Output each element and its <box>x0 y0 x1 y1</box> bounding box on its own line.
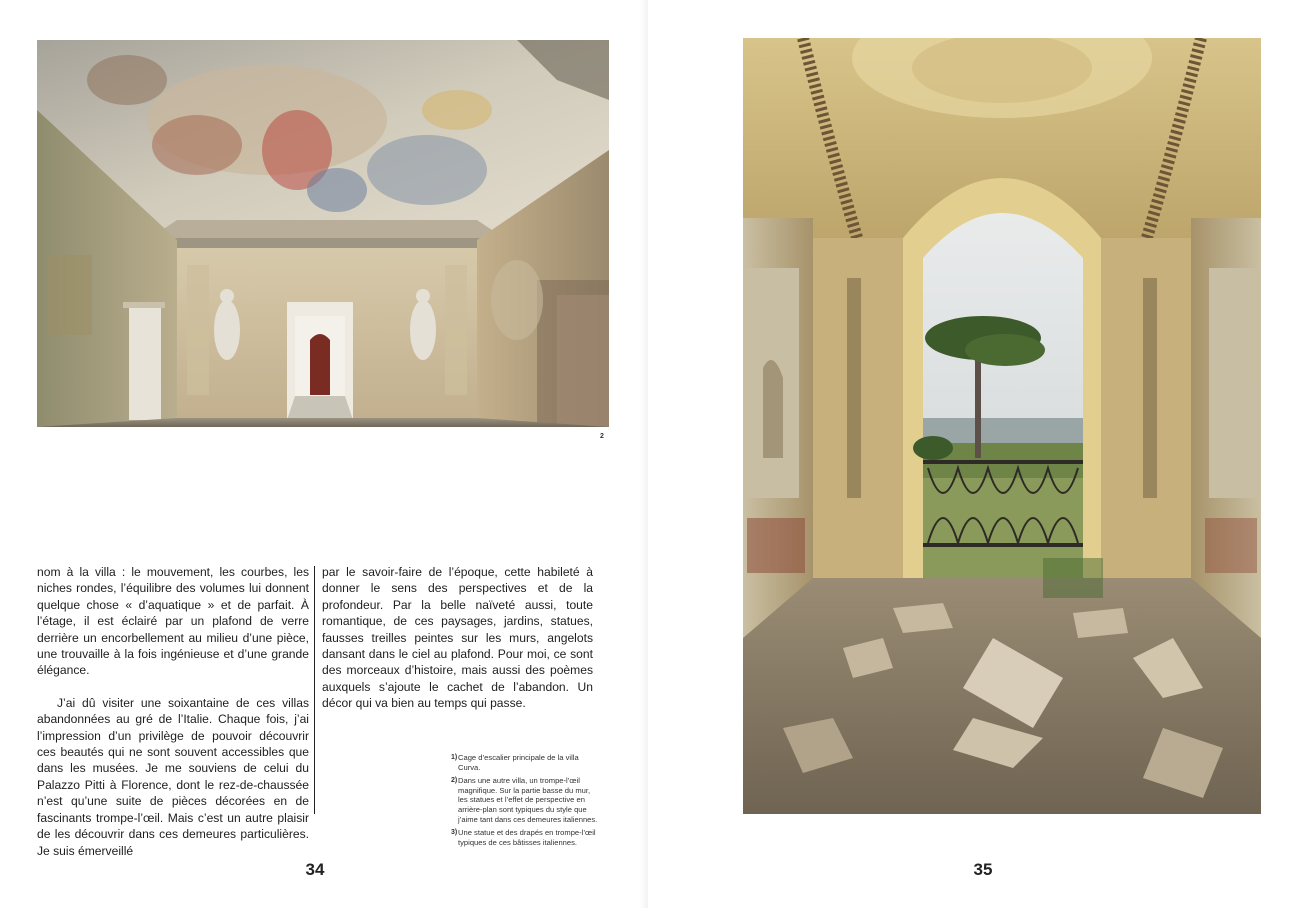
caption-3 <box>451 828 601 847</box>
page-number-left: 34 <box>305 860 325 879</box>
caption-number: 3) <box>451 829 458 837</box>
caption-2 <box>451 776 601 824</box>
arch-balcony-photo <box>743 38 1261 814</box>
captions <box>451 753 601 851</box>
page-number-right: 35 <box>973 860 993 879</box>
fresco-room-photo <box>37 40 609 427</box>
text-column-1 <box>37 564 309 858</box>
photo-marker: 2 <box>600 433 604 440</box>
caption-number: 1) <box>451 754 458 761</box>
right-page <box>648 0 1296 908</box>
caption-text: Dans une autre villa, un trompe-l’œil magnifique. Sur la partie basse du mur, les statues et l’effet de perspective en arrière-plan sont typiques du style que j’aime tant dans ces demeures italiennes. <box>458 776 598 824</box>
caption-text: Cage d’escalier principale de la villa Curva. <box>458 753 579 772</box>
caption-number: 2) <box>451 777 458 785</box>
column-rule <box>314 566 315 814</box>
fresco-room-illustration <box>37 40 609 427</box>
caption-text: Une statue et des drapés en trompe-l’œil typiques de ces bâtisses italiennes. <box>458 828 596 847</box>
arch-balcony-illustration <box>743 38 1261 814</box>
paragraph: par le savoir-faire de l’époque, cette habileté à donner le sens des perspectives et de la profondeur. Par la belle naïveté aussi, toute romantique, de ces paysages, jardins, statues, fausses treilles peintes sur les murs, angelots dansant dans le ciel au plafond. Pour moi, ce sont des morceaux d’histoire, mais aussi des poèmes auxquels s’ajoute le cachet de l’abandon. Un décor qui va bien au temps qui passe. <box>322 565 593 711</box>
caption-1 <box>451 753 601 772</box>
paragraph: nom à la villa : le mouvement, les courbes, les niches rondes, l’équilibre des volumes lui donnent quelque chose « d’aquatique » et de parfait. À l’étage, il est éclairé par un plafond de verre derrière un encorbellement au milieu d’une pièce, une trouvaille à la fois ingénieuse et d’une grande élégance. <box>37 565 309 678</box>
text-column-2 <box>322 564 593 712</box>
paragraph: J’ai dû visiter une soixantaine de ces villas abandonnées au gré de l’Italie. Chaque fois, j’ai l’impression d’un privilège de pouvoir découvrir ces beautés qui ne sont souvent accessibles que dans les musées. Je me souviens de celui du Palazzo Pitti à Florence, dont le rez-de-chaussée n’est qu’une suite de pièces décorées en de fascinants trompe-l’œil. Mais c’est un autre plaisir de les découvrir dans ces demeures particulières. Je suis émerveillé <box>37 695 309 858</box>
